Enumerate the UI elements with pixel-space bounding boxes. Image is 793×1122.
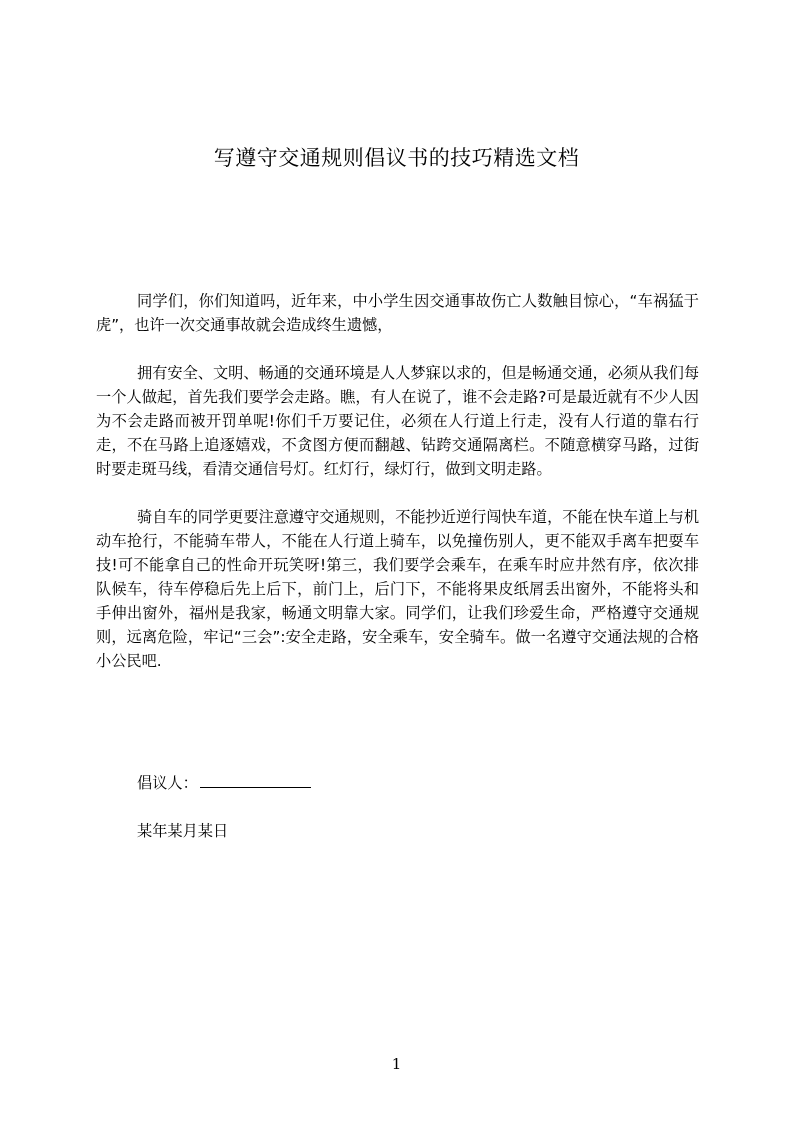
paragraph-walking: 拥有安全、文明、畅通的交通环境是人人梦寐以求的，但是畅通交通，必须从我们每一个人做起，首先我们要学会走路。瞧，有人在说了，谁不会走路?可是最近就有不少人因为不会走路而被开罚单呢!你们千万要记住，必须在人行道上行走，没有人行道的靠右行走，不在马路上追逐嬉戏，不贪图方便而翻越、钻跨交通隔离栏。不随意横穿马路，过街时要走斑马线，看清交通信号灯。红灯行，绿灯行，做到文明走路。 — [96, 364, 699, 478]
paragraph-cycling: 骑自车的同学更要注意遵守交通规则，不能抄近逆行闯快车道，不能在快车道上与机动车抢行，不能骑车带人，不能在人行道上骑车，以免撞伤别人，更不能双手离车把耍车技!可不能拿自己的性命开玩笑呀!第三，我们要学会乘车，在乘车时应井然有序，依次排队候车，待车停稳后先上后下，前门上，后门下，不能将果皮纸屑丢出窗外，不能将头和手伸出窗外，福州是我家，畅通文明靠大家。同学们，让我们珍爱生命，严格遵守交通规则，远离危险，牢记“三会”:安全走路，安全乘车，安全骑车。做一名遵守交通法规的合格小公民吧. — [96, 508, 699, 670]
document-body — [96, 289, 699, 673]
document-title: 写遵守交通规则倡议书的技巧精选文档 — [213, 146, 580, 170]
page-number: 1 — [391, 1055, 402, 1073]
signature-blank — [200, 771, 311, 788]
paragraph-intro: 同学们，你们知道吗，近年来，中小学生因交通事故伤亡人数触目惊心，“车祸猛于虎”，也许一次交通事故就会造成终生遗憾， — [96, 292, 699, 334]
signature-line — [137, 771, 311, 795]
signature-label: 倡议人： — [137, 774, 198, 792]
document-date: 某年某月某日 — [137, 822, 229, 840]
